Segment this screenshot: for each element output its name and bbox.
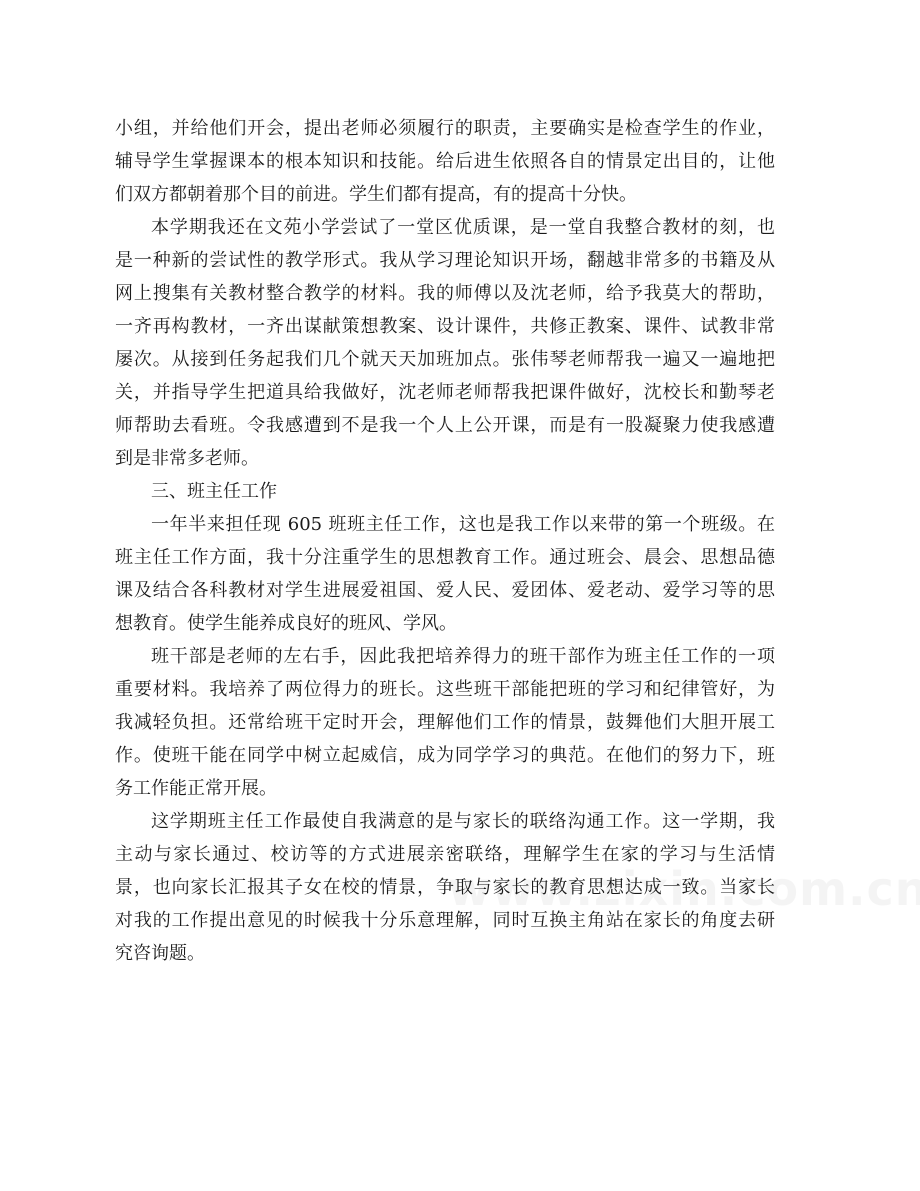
paragraph-class-cadres (115, 640, 775, 805)
section-heading (115, 475, 775, 508)
text-line: 们双方都朝着那个目的前进。学生们都有提高，有的提高十分快。 (115, 184, 637, 205)
text-line: 对我的工作提出意见的时候我十分乐意理解，同时互换主角站在家长的角度去研 (115, 910, 775, 931)
document-body (115, 112, 775, 970)
text-line: 是一种新的尝试性的教学形式。我从学习理论知识开场，翻越非常多的书籍及从 (115, 250, 775, 271)
text-line: 务工作能正常开展。 (115, 778, 277, 799)
text-line: 课及结合各科教材对学生进展爱祖国、爱人民、爱团体、爱老动、爱学习等的思 (115, 580, 775, 601)
text-line: 这学期班主任工作最使自我满意的是与家长的联络沟通工作。这一学期，我 (151, 811, 775, 832)
text-line: 作。使班干能在同学中树立起威信，成为同学学习的典范。在他们的努力下，班 (115, 745, 775, 766)
text-line: 小组，并给他们开会，提出老师必须履行的职责，主要确实是检查学生的作业， (115, 118, 775, 139)
text-line: 主动与家长通过、校访等的方式进展亲密联络，理解学生在家的学习与生活情 (115, 844, 775, 865)
text-line: 究咨询题。 (115, 943, 205, 964)
text-line: 重要材料。我培养了两位得力的班长。这些班干部能把班的学习和纪律管好，为 (115, 679, 775, 700)
paragraph-demo-lesson (115, 211, 775, 475)
text-line: 辅导学生掌握课本的根本知识和技能。给后进生依照各自的情景定出目的，让他 (115, 151, 775, 172)
text-line: 屡次。从接到任务起我们几个就天天加班加点。张伟琴老师帮我一遍又一遍地把 (115, 349, 775, 370)
text-line: 师帮助去看班。令我感遭到不是我一个人上公开课，而是有一股凝聚力使我感遭 (115, 415, 775, 436)
text-line: 班干部是老师的左右手，因此我把培养得力的班干部作为班主任工作的一项 (151, 646, 775, 667)
text-line: 一齐再构教材，一齐出谋献策想教案、设计课件，共修正教案、课件、试教非常 (115, 316, 775, 337)
text-line: 景，也向家长汇报其子女在校的情景，争取与家长的教育思想达成一致。当家长 (115, 877, 775, 898)
text-line: 本学期我还在文苑小学尝试了一堂区优质课，是一堂自我整合教材的刻，也 (151, 217, 775, 238)
text-line: 网上搜集有关教材整合教学的材料。我的师傅以及沈老师，给予我莫大的帮助， (115, 283, 775, 304)
text-line: 一年半来担任现 605 班班主任工作，这也是我工作以来带的第一个班级。在 (151, 514, 775, 535)
text-line: 班主任工作方面，我十分注重学生的思想教育工作。通过班会、晨会、思想品德 (115, 547, 775, 568)
text-line: 想教育。使学生能养成良好的班风、学风。 (115, 613, 457, 634)
text-line: 到是非常多老师。 (115, 448, 259, 469)
paragraph-class-teacher (115, 508, 775, 640)
paragraph-parent-communication (115, 805, 775, 970)
paragraph-continuation (115, 112, 775, 211)
text-line: 关，并指导学生把道具给我做好，沈老师老师帮我把课件做好，沈校长和勤琴老 (115, 382, 775, 403)
section-heading-text: 三、班主任工作 (151, 481, 277, 502)
text-line: 我减轻负担。还常给班干定时开会，理解他们工作的情景，鼓舞他们大胆开展工 (115, 712, 775, 733)
